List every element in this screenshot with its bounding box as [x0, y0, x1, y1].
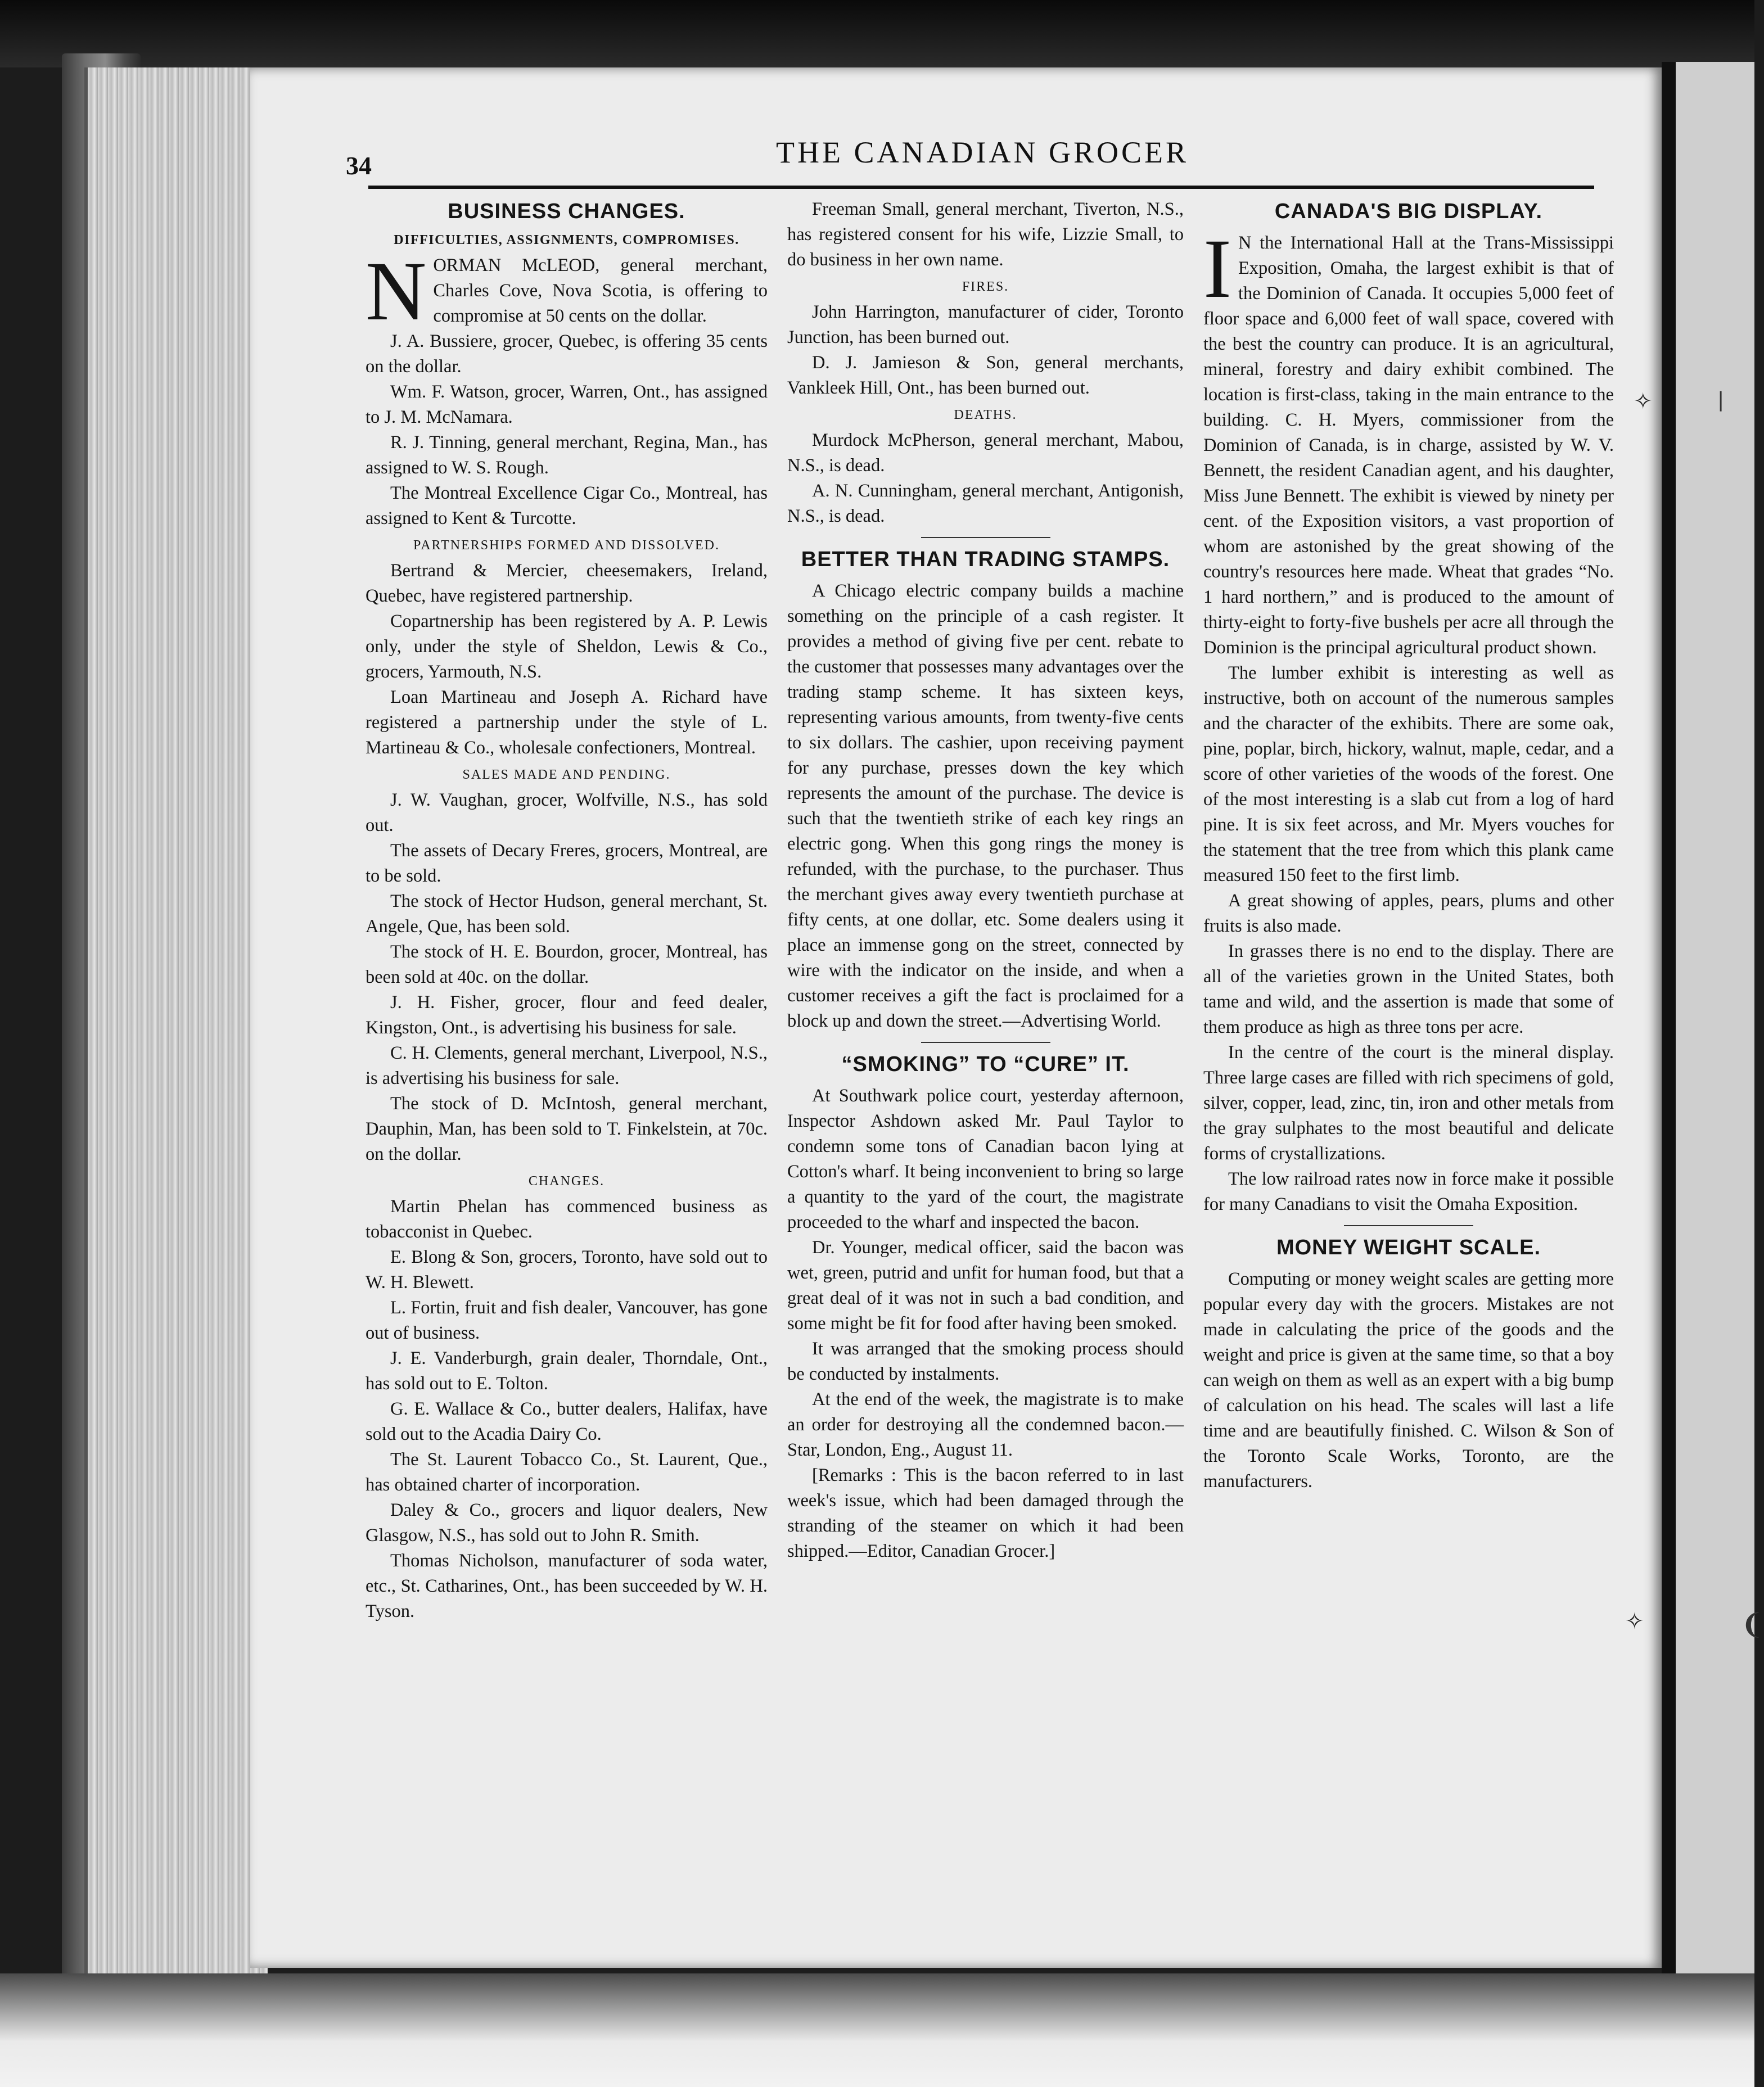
article-paragraph: The stock of Hector Hudson, general merchant, St. Angele, Que, has been sold.	[366, 891, 768, 937]
article-paragraph: J. W. Vaughan, grocer, Wolfville, N.S., has sold out.	[366, 790, 768, 835]
page-edges	[84, 67, 268, 1979]
section-subheading: SALES MADE AND PENDING.	[462, 767, 671, 782]
page-number: 34	[346, 151, 372, 180]
article-paragraph: NORMAN McLEOD, general merchant, Charles Cove, Nova Scotia, is offering to compromise at 50 cents on the dollar.	[366, 245, 768, 338]
article-paragraph: Martin Phelan has commenced business as tobacconist in Quebec.	[366, 1196, 768, 1242]
article-paragraph: Murdock McPherson, general merchant, Mabou, N.S., is dead.	[787, 430, 1184, 476]
article-paragraph: A Chicago electric company builds a machine something on the principle of a cash register. It provides a method of giving five per cent. rebate to the customer that possesses many advantages over the trading stamp scheme. It has sixteen keys, representing various amounts, from twenty-five cents to six dollars. The cashier, upon receiving payment for any purchase, presses down the key which represents the amount of the purchase. The device is such that the twentieth strike of each key rings an electric gong. When this gong rings the money is refunded, with the purchase, to the purchaser. Thus the merchant gives away every twentieth purchase at fifty cents, at one dollar, etc. Some dealers using it place an immense gong on the street, connected by wire with the indicator on the inside, and when a customer receives a gift the fact is proclaimed for a block up and down the street.—Advertising World.	[787, 581, 1184, 1031]
article-paragraph: The lumber exhibit is interesting as well as instructive, both on account of the numerous samples and the character of the exhibits. There are some oak, pine, poplar, birch, hickory, walnut, maple, cedar, and a score of other varieties of the woods of the forest. One of the most interesting is a slab cut from a log of hard pine. It is six feet across, and Mr. Myers vouches for the statement that the tree from which this plank came measured 150 feet to the first limb.	[1203, 663, 1614, 886]
article-paragraph: In the centre of the court is the mineral display. Three large cases are filled with rich specimens of gold, silver, copper, lead, zinc, tin, iron and other metals from the gray sulphates to the most beautiful and delicate forms of crystallizations.	[1203, 1042, 1614, 1164]
article-paragraph: E. Blong & Son, grocers, Toronto, have sold out to W. H. Blewett.	[366, 1247, 768, 1293]
article-paragraph: I N the International Hall at the Trans-Mississippi Exposition, Omaha, the largest exhibit is that of the Dominion of Canada. It occupies 5,000 feet of floor space and 6,000 feet of wall space, covered with the best the country can produce. It is an agricultural, mineral, forestry and dairy exhibit combined. The location is first-class, taking in the main entrance to the building. C. H. Myers, commissioner from the Dominion of Canada, is in charge, assisted by W. V. Bennett, the resident Canadian agent, and his daughter, Miss June Bennett. The exhibit is viewed by ninety per cent. of the Exposition visitors, a vast proportion of whom are astonished by the great showing of the country's resources here made. Wheat that grades “No. 1 hard northern,” and is produced to the amount of thirty-eight to forty-five bushels per acre all through the Dominion is the principal agricultural product shown.	[1203, 222, 1614, 658]
article-paragraph: Copartnership has been registered by A. P. Lewis only, under the style of Sheldon, Lewis & Co., grocers, Yarmouth, N.S.	[366, 611, 768, 682]
article-paragraph: Dr. Younger, medical officer, said the bacon was wet, green, putrid and unfit for human food, but that a great deal of it was not in such a bad condition, and some might be fit for food after having been smoked.	[787, 1237, 1184, 1334]
article-paragraph: Wm. F. Watson, grocer, Warren, Ont., has assigned to J. M. McNamara.	[366, 382, 768, 427]
article-paragraph: J. H. Fisher, grocer, flour and feed dealer, Kingston, Ont., is advertising his business for sale.	[366, 992, 768, 1038]
article-paragraph: J. A. Bussiere, grocer, Quebec, is offering 35 cents on the dollar.	[366, 331, 768, 377]
article-paragraph: L. Fortin, fruit and fish dealer, Vancouver, has gone out of business.	[366, 1298, 768, 1343]
article-paragraph: Loan Martineau and Joseph A. Richard have registered a partnership under the style of L. Martineau & Co., wholesale confectioners, Montreal.	[366, 687, 768, 758]
article-paragraph: Daley & Co., grocers and liquor dealers, New Glasgow, N.S., has sold out to John R. Smith.	[366, 1500, 768, 1546]
section-divider	[1344, 1225, 1473, 1226]
article-paragraph: At Southwark police court, yesterday afternoon, Inspector Ashdown asked Mr. Paul Taylor to condemn some tons of Canadian bacon lying at Cotton's wharf. It being inconvenient to bring so large a quantity to the yard of the court, the magistrate proceeded to the wharf and inspected the bacon.	[787, 1086, 1184, 1232]
margin-mark-icon: ✧	[1625, 1609, 1644, 1634]
article-paragraph: Computing or money weight scales are getting more popular every day with the grocers. Mistakes are not made in calculating the price of the goods and the weight and price is given at the same time, so that a boy can weigh on them as well as an expert with a big bump of calculation on his head. The scales will last a life time and are beautifully finished. C. Wilson & Son of the Toronto Scale Works, Toronto, are the manufacturers.	[1203, 1269, 1614, 1492]
article-paragraph: Freeman Small, general merchant, Tiverton, N.S., has registered consent for his wife, Lizzie Small, to do business in her own name.	[787, 199, 1184, 270]
article-heading: CANADA'S BIG DISPLAY.	[1274, 200, 1543, 223]
article-paragraph: It was arranged that the smoking process should be conducted by instalments.	[787, 1339, 1184, 1384]
article-paragraph: C. H. Clements, general merchant, Liverpool, N.S., is advertising his business for sale.	[366, 1043, 768, 1088]
drop-cap: N	[366, 245, 427, 338]
article-paragraph: A. N. Cunningham, general merchant, Antigonish, N.S., is dead.	[787, 481, 1184, 526]
article-paragraph: D. J. Jamieson & Son, general merchants, Vankleek Hill, Ont., has been burned out.	[787, 353, 1184, 398]
article-heading: BETTER THAN TRADING STAMPS.	[801, 548, 1170, 571]
column-1	[366, 197, 768, 1624]
page-title: THE CANADIAN GROCER	[776, 135, 1189, 169]
drop-cap: I	[1203, 222, 1231, 315]
article-paragraph: The St. Laurent Tobacco Co., St. Laurent, Que., has obtained charter of incorporation.	[366, 1449, 768, 1495]
facing-page	[1676, 62, 1754, 1973]
margin-mark-icon: ✧	[1634, 389, 1653, 414]
section-subheading: CHANGES.	[528, 1174, 605, 1189]
column-2	[787, 197, 1184, 1564]
article-paragraph: J. E. Vanderburgh, grain dealer, Thorndale, Ont., has sold out to E. Tolton.	[366, 1348, 768, 1394]
scan-background	[0, 0, 1754, 67]
article-paragraph: The stock of D. McIntosh, general merchant, Dauphin, Man, has been sold to T. Finkelstein, at 70c. on the dollar.	[366, 1094, 768, 1164]
article-paragraph: In grasses there is no end to the display. There are all of the varieties grown in the United States, both tame and wild, and the assertion is made that some of them produce as high as three tons per acre.	[1203, 941, 1614, 1037]
article-paragraph: [Remarks : This is the bacon referred to in last week's issue, which had been damaged through the stranding of the steamer on which it had been shipped.—Editor, Canadian Grocer.]	[787, 1465, 1184, 1561]
article-paragraph: G. E. Wallace & Co., butter dealers, Halifax, have sold out to the Acadia Dairy Co.	[366, 1399, 768, 1444]
article-paragraph: The low railroad rates now in force make it possible for many Canadians to visit the Omaha Exposition.	[1203, 1169, 1614, 1214]
header-rule	[368, 186, 1594, 189]
section-divider	[921, 537, 1050, 538]
article-paragraph: A great showing of apples, pears, plums and other fruits is also made.	[1203, 891, 1614, 936]
section-subheading: FIRES.	[962, 279, 1009, 294]
column-3	[1203, 197, 1614, 1494]
section-subheading: DEATHS.	[954, 408, 1017, 422]
article-paragraph: At the end of the week, the magistrate is to make an order for destroying all the condemned bacon.—Star, London, Eng., August 11.	[787, 1389, 1184, 1460]
article-heading: MONEY WEIGHT SCALE.	[1276, 1236, 1541, 1259]
article-heading: “SMOKING” TO “CURE” IT.	[841, 1052, 1130, 1076]
article-paragraph: The stock of H. E. Bourdon, grocer, Montreal, has been sold at 40c. on the dollar.	[366, 942, 768, 987]
section-divider	[921, 1042, 1050, 1043]
article-paragraph: R. J. Tinning, general merchant, Regina, Man., has assigned to W. S. Rough.	[366, 432, 768, 478]
margin-mark-icon: ❨	[1740, 1609, 1764, 1640]
section-subheading: PARTNERSHIPS FORMED AND DISSOLVED.	[413, 538, 720, 553]
article-paragraph: The assets of Decary Freres, grocers, Montreal, are to be sold.	[366, 841, 768, 886]
article-paragraph: Thomas Nicholson, manufacturer of soda water, etc., St. Catharines, Ont., has been succeeded by W. H. Tyson.	[366, 1551, 768, 1621]
article-paragraph: The Montreal Excellence Cigar Co., Montreal, has assigned to Kent & Turcotte.	[366, 483, 768, 528]
article-heading: BUSINESS CHANGES.	[448, 200, 685, 223]
article-paragraph: Bertrand & Mercier, cheesemakers, Ireland, Quebec, have registered partnership.	[366, 561, 768, 606]
margin-mark-icon: ❘	[1712, 389, 1730, 411]
scan-bottom	[0, 1973, 1754, 2087]
section-subheading: DIFFICULTIES, ASSIGNMENTS, COMPROMISES.	[394, 233, 739, 247]
article-paragraph: John Harrington, manufacturer of cider, Toronto Junction, has been burned out.	[787, 302, 1184, 347]
